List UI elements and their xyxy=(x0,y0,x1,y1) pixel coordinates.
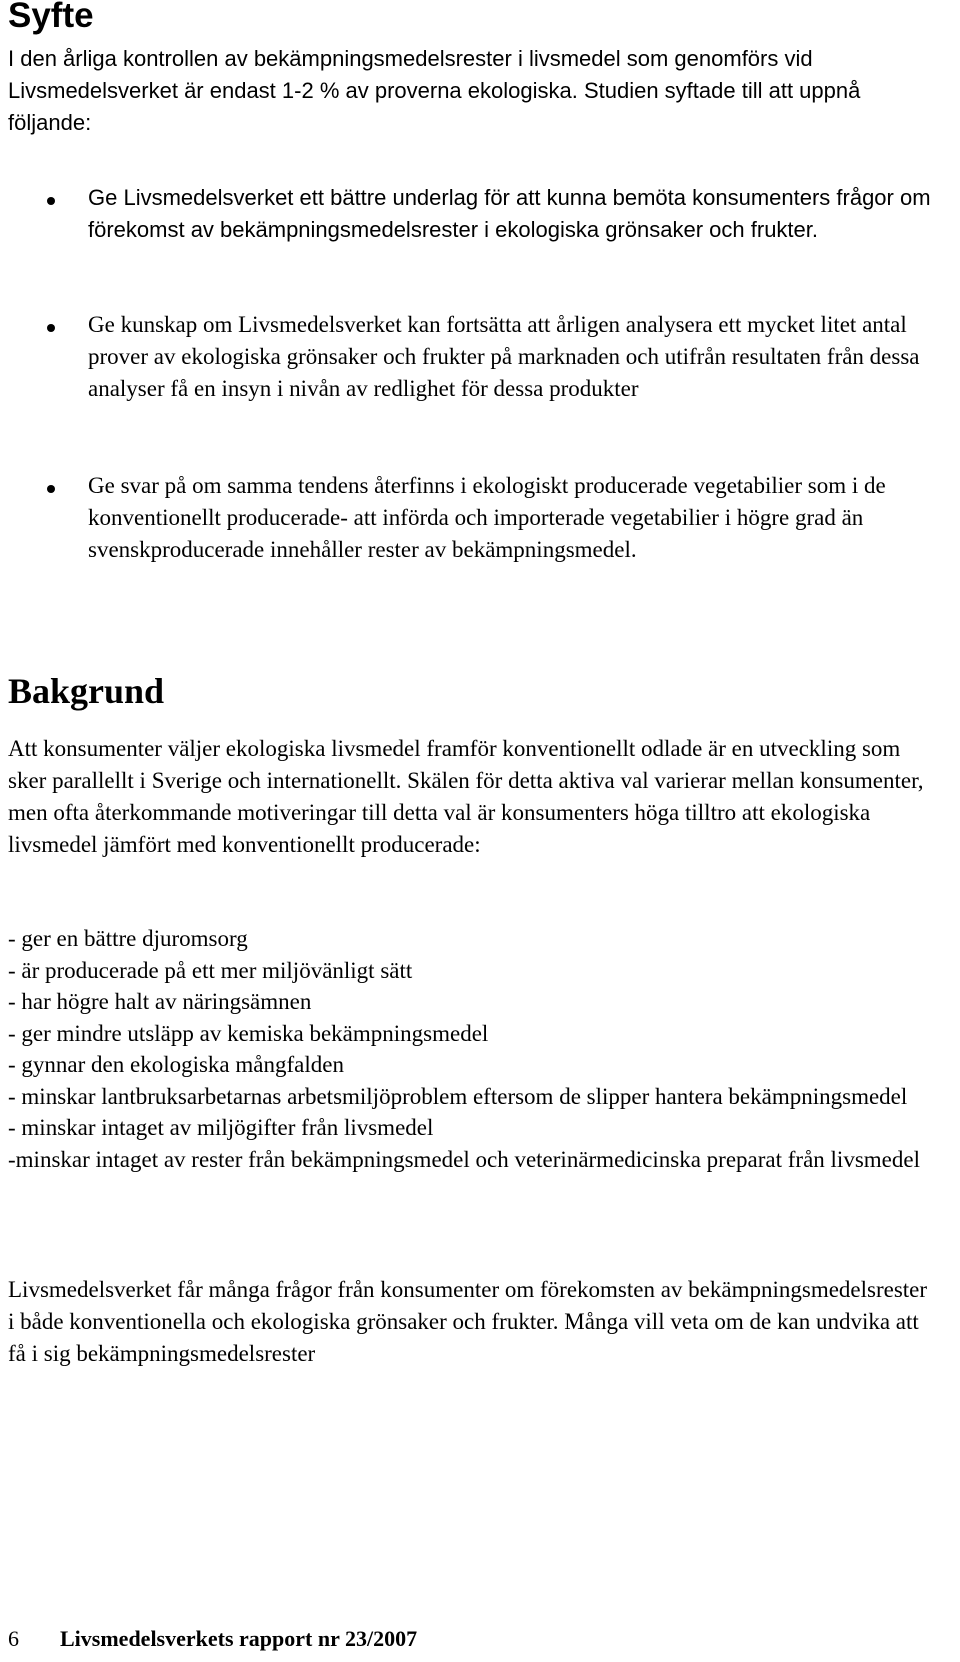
dash-item: -minskar intaget av rester från bekämpningsmedel och veterinärmedicinska preparat från livsmedel xyxy=(8,1146,920,1172)
syfte-bullet-2-text: Ge kunskap om Livsmedelsverket kan fortsätta att årligen analysera ett mycket litet antal prover av ekologiska grönsaker och frukter på marknaden och utifrån resultaten från dessa analyser få en insyn i nivån av redlighet för dessa produkter xyxy=(88,312,920,401)
dash-item: - ger en bättre djuromsorg xyxy=(8,926,248,951)
bakgrund-heading: Bakgrund xyxy=(8,671,165,711)
syfte-bullet-2 xyxy=(0,309,933,405)
bakgrund-paragraph-1: Att konsumenter väljer ekologiska livsmedel framför konventionellt odlade är en utveckling som sker parallellt i Sverige och internationellt. Skälen för detta aktiva val varierar mellan konsumenter, men ofta återkommande motiveringar till detta val är konsumenters höga tilltro att ekologiska livsmedel jämfört med konventionellt producerade: xyxy=(8,736,924,857)
syfte-bullet-3 xyxy=(0,470,933,566)
dash-item: - har högre halt av näringsämnen xyxy=(8,989,312,1014)
syfte-bullet-1 xyxy=(0,182,933,246)
bullet-icon xyxy=(47,324,55,332)
page-footer xyxy=(8,1625,417,1653)
syfte-bullet-1-text: Ge Livsmedelsverket ett bättre underlag för att kunna bemöta konsumenters frågor om förekomst av bekämpningsmedelsrester i ekologiska grönsaker och frukter. xyxy=(88,185,931,242)
dash-item: - minskar lantbruksarbetarnas arbetsmiljöproblem eftersom de slipper hantera bekämpningsmedel xyxy=(8,1083,908,1109)
page-number: 6 xyxy=(8,1626,19,1651)
syfte-heading: Syfte xyxy=(8,0,94,35)
dash-item: - minskar intaget av miljögifter från livsmedel xyxy=(8,1115,434,1140)
syfte-bullet-3-text: Ge svar på om samma tendens återfinns i ekologiskt producerade vegetabilier som i de konventionellt producerade- att införda och importerade vegetabilier i högre grad än svenskproducerade innehåller rester av bekämpningsmedel. xyxy=(88,473,886,562)
syfte-intro: I den årliga kontrollen av bekämpningsmedelsrester i livsmedel som genomförs vid Livsmedelsverket är endast 1-2 % av proverna ekologiska. Studien syftade till att uppnå följande: xyxy=(8,46,861,135)
dash-item: - gynnar den ekologiska mångfalden xyxy=(8,1052,344,1077)
bakgrund-dash-list xyxy=(8,923,938,1175)
bakgrund-paragraph-2: Livsmedelsverket får många frågor från konsumenter om förekomsten av bekämpningsmedelsrester i både konventionella och ekologiska grönsaker och frukter. Många vill veta om de kan undvika att få i sig bekämpningsmedelsrester xyxy=(8,1277,928,1366)
dash-item: - är producerade på ett mer miljövänligt sätt xyxy=(8,957,413,983)
dash-item: - ger mindre utsläpp av kemiska bekämpningsmedel xyxy=(8,1020,489,1046)
bullet-icon xyxy=(47,197,55,205)
report-title: Livsmedelsverkets rapport nr 23/2007 xyxy=(60,1626,418,1651)
bullet-icon xyxy=(47,485,55,493)
